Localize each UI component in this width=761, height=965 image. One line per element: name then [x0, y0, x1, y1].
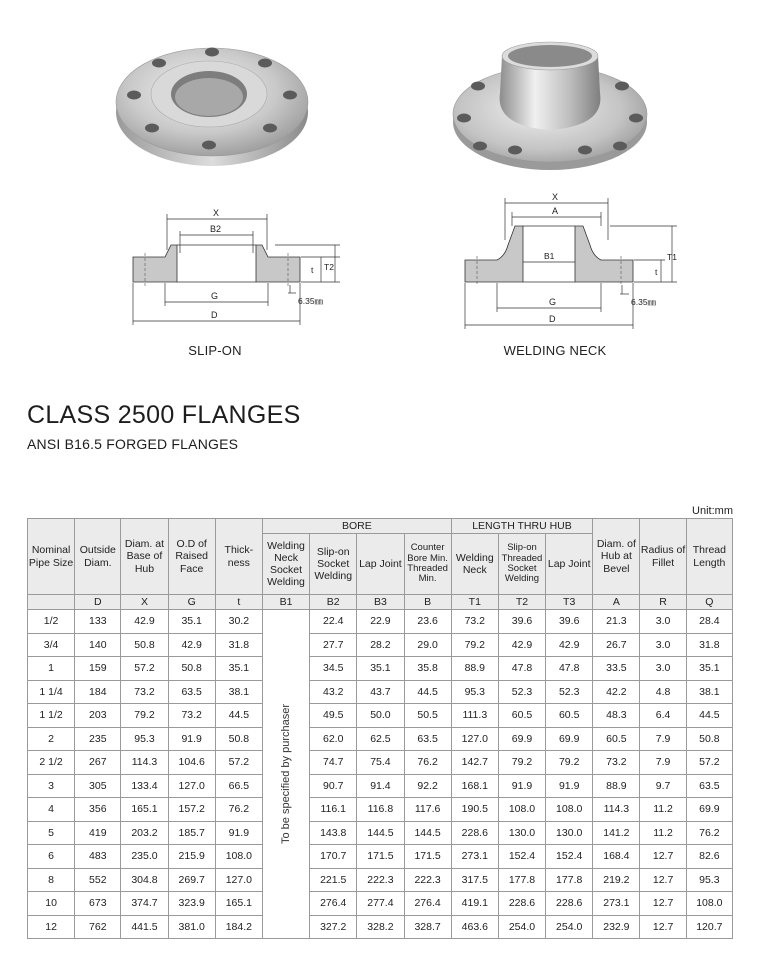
- table-cell: 127.0: [451, 727, 498, 751]
- row-pipe-size: 2: [28, 727, 75, 751]
- table-cell: 9.7: [640, 774, 686, 798]
- table-cell: 184: [75, 680, 121, 704]
- header-group-length: LENGTH THRU HUB: [451, 519, 593, 534]
- table-row: [28, 727, 733, 751]
- table-cell: 673: [75, 892, 121, 916]
- table-cell: 69.9: [546, 727, 593, 751]
- table-cell: 184.2: [215, 915, 262, 939]
- table-cell: 42.9: [121, 610, 168, 634]
- symbol-cell: t: [215, 595, 262, 610]
- table-cell: 254.0: [546, 915, 593, 939]
- table-cell: 7.9: [640, 751, 686, 775]
- table-cell: 69.9: [686, 798, 732, 822]
- table-cell: 108.0: [686, 892, 732, 916]
- table-cell: 42.9: [546, 633, 593, 657]
- table-cell: 117.6: [404, 798, 451, 822]
- table-row: [28, 868, 733, 892]
- table-cell: 95.3: [686, 868, 732, 892]
- table-cell: 76.2: [404, 751, 451, 775]
- table-cell: 30.2: [215, 610, 262, 634]
- row-pipe-size: 1/2: [28, 610, 75, 634]
- table-cell: 76.2: [215, 798, 262, 822]
- table-cell: 171.5: [357, 845, 404, 869]
- table-cell: 273.1: [451, 845, 498, 869]
- table-cell: 39.6: [498, 610, 545, 634]
- header-nps: Nominal Pipe Size: [28, 519, 75, 595]
- table-cell: 11.2: [640, 798, 686, 822]
- table-cell: 50.5: [404, 704, 451, 728]
- header-hub-base: Diam. at Base of Hub: [121, 519, 168, 595]
- table-cell: 381.0: [168, 915, 215, 939]
- table-cell: 44.5: [404, 680, 451, 704]
- header-group-bore: BORE: [262, 519, 451, 534]
- row-pipe-size: 10: [28, 892, 75, 916]
- table-cell: 62.5: [357, 727, 404, 751]
- symbol-cell: A: [593, 595, 640, 610]
- table-cell: 39.6: [546, 610, 593, 634]
- table-cell: 120.7: [686, 915, 732, 939]
- table-cell: 63.5: [686, 774, 732, 798]
- table-cell: 235.0: [121, 845, 168, 869]
- table-cell: 47.8: [498, 657, 545, 681]
- table-cell: 232.9: [593, 915, 640, 939]
- table-cell: 168.1: [451, 774, 498, 798]
- table-row: [28, 845, 733, 869]
- table-cell: 108.0: [498, 798, 545, 822]
- table-cell: 552: [75, 868, 121, 892]
- table-cell: 127.0: [168, 774, 215, 798]
- header-t2: Slip-on Threaded Socket Welding: [498, 534, 545, 595]
- table-cell: 91.9: [546, 774, 593, 798]
- header-b2: Slip-on Socket Welding: [310, 534, 357, 595]
- symbol-cell: R: [640, 595, 686, 610]
- table-cell: 235: [75, 727, 121, 751]
- table-cell: 88.9: [593, 774, 640, 798]
- symbol-cell: D: [75, 595, 121, 610]
- table-cell: 34.5: [310, 657, 357, 681]
- table-cell: 74.7: [310, 751, 357, 775]
- table-row: [28, 657, 733, 681]
- row-pipe-size: 3/4: [28, 633, 75, 657]
- b1-note: To be specified by purchaser: [280, 703, 293, 845]
- table-cell: 47.8: [546, 657, 593, 681]
- table-cell: 57.2: [121, 657, 168, 681]
- table-cell: 304.8: [121, 868, 168, 892]
- slip-on-raised-face-label: 6.35㎜: [298, 296, 324, 306]
- table-cell: 228.6: [451, 821, 498, 845]
- table-cell: 79.2: [498, 751, 545, 775]
- table-cell: 35.8: [404, 657, 451, 681]
- table-cell: 29.0: [404, 633, 451, 657]
- table-cell: 276.4: [310, 892, 357, 916]
- welding-neck-g-label: G: [549, 297, 557, 307]
- table-cell: 3.0: [640, 633, 686, 657]
- table-cell: 203.2: [121, 821, 168, 845]
- table-cell: 82.6: [686, 845, 732, 869]
- symbol-cell: B3: [357, 595, 404, 610]
- table-cell: 114.3: [593, 798, 640, 822]
- table-cell: 73.2: [121, 680, 168, 704]
- row-pipe-size: 1 1/4: [28, 680, 75, 704]
- table-cell: 269.7: [168, 868, 215, 892]
- table-cell: 35.1: [686, 657, 732, 681]
- table-cell: 11.2: [640, 821, 686, 845]
- symbol-cell: B: [404, 595, 451, 610]
- welding-neck-t-label: t: [655, 267, 658, 277]
- table-cell: 66.5: [215, 774, 262, 798]
- header-thread-length: Thread Length: [686, 519, 732, 595]
- row-pipe-size: 6: [28, 845, 75, 869]
- table-cell: 43.2: [310, 680, 357, 704]
- table-cell: 43.7: [357, 680, 404, 704]
- table-cell: 7.9: [640, 727, 686, 751]
- table-row: [28, 915, 733, 939]
- table-cell: 28.2: [357, 633, 404, 657]
- table-cell: 57.2: [686, 751, 732, 775]
- table-cell: 116.1: [310, 798, 357, 822]
- welding-neck-caption: WELDING NECK: [503, 343, 607, 358]
- table-cell: 273.1: [593, 892, 640, 916]
- table-cell: 190.5: [451, 798, 498, 822]
- symbol-cell-blank: [28, 595, 75, 610]
- table-cell: 165.1: [121, 798, 168, 822]
- table-cell: 49.5: [310, 704, 357, 728]
- header-hub-bevel: Diam. of Hub at Bevel: [593, 519, 640, 595]
- table-cell: 88.9: [451, 657, 498, 681]
- slip-on-b2-label: B2: [210, 224, 222, 234]
- table-cell: 44.5: [686, 704, 732, 728]
- unit-label: Unit:mm: [692, 505, 733, 517]
- table-cell: 133.4: [121, 774, 168, 798]
- row-pipe-size: 3: [28, 774, 75, 798]
- table-cell: 116.8: [357, 798, 404, 822]
- table-cell: 75.4: [357, 751, 404, 775]
- welding-neck-x-label: X: [552, 192, 559, 202]
- row-pipe-size: 5: [28, 821, 75, 845]
- table-cell: 3.0: [640, 657, 686, 681]
- table-row: [28, 798, 733, 822]
- table-cell: 219.2: [593, 868, 640, 892]
- slip-on-flange-image: [112, 40, 312, 170]
- table-cell: 222.3: [357, 868, 404, 892]
- table-cell: 50.8: [686, 727, 732, 751]
- table-cell: 114.3: [121, 751, 168, 775]
- table-cell: 762: [75, 915, 121, 939]
- header-t1: Welding Neck: [451, 534, 498, 595]
- table-cell: 374.7: [121, 892, 168, 916]
- table-cell: 50.8: [168, 657, 215, 681]
- table-cell: 60.5: [593, 727, 640, 751]
- table-cell: 52.3: [546, 680, 593, 704]
- table-row: [28, 751, 733, 775]
- table-cell: 165.1: [215, 892, 262, 916]
- welding-neck-dimension-drawing: [455, 190, 680, 335]
- table-cell: 73.2: [168, 704, 215, 728]
- page-title: CLASS 2500 FLANGES: [27, 401, 301, 429]
- table-cell: 305: [75, 774, 121, 798]
- table-cell: 48.3: [593, 704, 640, 728]
- table-cell: 92.2: [404, 774, 451, 798]
- row-pipe-size: 1: [28, 657, 75, 681]
- page-subtitle: ANSI B16.5 FORGED FLANGES: [27, 436, 239, 452]
- table-cell: 27.7: [310, 633, 357, 657]
- table-cell: 133: [75, 610, 121, 634]
- b1-note-cell: [262, 610, 309, 939]
- table-cell: 42.2: [593, 680, 640, 704]
- slip-on-d-label: D: [211, 310, 218, 320]
- table-cell: 38.1: [686, 680, 732, 704]
- table-cell: 157.2: [168, 798, 215, 822]
- table-cell: 441.5: [121, 915, 168, 939]
- table-cell: 50.8: [215, 727, 262, 751]
- table-cell: 130.0: [498, 821, 545, 845]
- table-cell: 215.9: [168, 845, 215, 869]
- table-cell: 142.7: [451, 751, 498, 775]
- slip-on-t2-label: T2: [324, 262, 334, 272]
- table-cell: 91.9: [168, 727, 215, 751]
- table-cell: 127.0: [215, 868, 262, 892]
- row-pipe-size: 1 1/2: [28, 704, 75, 728]
- table-cell: 50.0: [357, 704, 404, 728]
- table-cell: 90.7: [310, 774, 357, 798]
- table-cell: 6.4: [640, 704, 686, 728]
- table-cell: 79.2: [121, 704, 168, 728]
- table-row: [28, 704, 733, 728]
- table-cell: 35.1: [215, 657, 262, 681]
- table-cell: 76.2: [686, 821, 732, 845]
- table-cell: 177.8: [546, 868, 593, 892]
- table-cell: 12.7: [640, 868, 686, 892]
- table-cell: 91.9: [215, 821, 262, 845]
- table-cell: 170.7: [310, 845, 357, 869]
- table-cell: 277.4: [357, 892, 404, 916]
- table-row: [28, 610, 733, 634]
- slip-on-t-label: t: [311, 265, 314, 275]
- header-b: Counter Bore Min. Threaded Min.: [404, 534, 451, 595]
- table-cell: 152.4: [498, 845, 545, 869]
- table-cell: 42.9: [168, 633, 215, 657]
- table-cell: 317.5: [451, 868, 498, 892]
- table-cell: 79.2: [451, 633, 498, 657]
- table-row: [28, 892, 733, 916]
- table-cell: 62.0: [310, 727, 357, 751]
- symbol-cell: B2: [310, 595, 357, 610]
- table-cell: 221.5: [310, 868, 357, 892]
- header-b1: Welding Neck Socket Welding: [262, 534, 309, 595]
- table-cell: 91.4: [357, 774, 404, 798]
- table-cell: 159: [75, 657, 121, 681]
- table-cell: 152.4: [546, 845, 593, 869]
- table-cell: 33.5: [593, 657, 640, 681]
- table-cell: 327.2: [310, 915, 357, 939]
- header-t3: Lap Joint: [546, 534, 593, 595]
- table-cell: 44.5: [215, 704, 262, 728]
- table-row: [28, 821, 733, 845]
- table-cell: 4.8: [640, 680, 686, 704]
- slip-on-caption: SLIP-ON: [188, 343, 242, 358]
- table-cell: 228.6: [546, 892, 593, 916]
- table-cell: 419.1: [451, 892, 498, 916]
- header-raised-face: O.D of Raised Face: [168, 519, 215, 595]
- table-cell: 28.4: [686, 610, 732, 634]
- table-cell: 42.9: [498, 633, 545, 657]
- symbol-cell: T1: [451, 595, 498, 610]
- header-radius-fillet: Radius of Fillet: [640, 519, 686, 595]
- symbol-cell: X: [121, 595, 168, 610]
- table-cell: 63.5: [404, 727, 451, 751]
- table-cell: 222.3: [404, 868, 451, 892]
- table-cell: 12.7: [640, 892, 686, 916]
- table-cell: 104.6: [168, 751, 215, 775]
- slip-on-x-label: X: [213, 208, 220, 218]
- table-cell: 144.5: [404, 821, 451, 845]
- table-row: [28, 680, 733, 704]
- table-cell: 26.7: [593, 633, 640, 657]
- table-cell: 95.3: [451, 680, 498, 704]
- table-cell: 50.8: [121, 633, 168, 657]
- table-cell: 356: [75, 798, 121, 822]
- symbol-cell: G: [168, 595, 215, 610]
- table-cell: 228.6: [498, 892, 545, 916]
- table-cell: 38.1: [215, 680, 262, 704]
- table-cell: 35.1: [357, 657, 404, 681]
- table-cell: 130.0: [546, 821, 593, 845]
- table-cell: 52.3: [498, 680, 545, 704]
- table-cell: 91.9: [498, 774, 545, 798]
- welding-neck-d-label: D: [549, 314, 556, 324]
- table-cell: 276.4: [404, 892, 451, 916]
- table-cell: 328.7: [404, 915, 451, 939]
- table-cell: 323.9: [168, 892, 215, 916]
- table-cell: 203: [75, 704, 121, 728]
- table-cell: 22.4: [310, 610, 357, 634]
- row-pipe-size: 2 1/2: [28, 751, 75, 775]
- row-pipe-size: 12: [28, 915, 75, 939]
- table-cell: 143.8: [310, 821, 357, 845]
- table-cell: 140: [75, 633, 121, 657]
- table-cell: 483: [75, 845, 121, 869]
- table-cell: 108.0: [546, 798, 593, 822]
- table-cell: 31.8: [686, 633, 732, 657]
- row-pipe-size: 4: [28, 798, 75, 822]
- table-cell: 73.2: [451, 610, 498, 634]
- flange-dimensions-table: [27, 518, 733, 939]
- table-cell: 57.2: [215, 751, 262, 775]
- table-cell: 177.8: [498, 868, 545, 892]
- table-cell: 144.5: [357, 821, 404, 845]
- symbol-cell: B1: [262, 595, 309, 610]
- table-cell: 254.0: [498, 915, 545, 939]
- slip-on-g-label: G: [211, 291, 219, 301]
- table-cell: 22.9: [357, 610, 404, 634]
- table-cell: 463.6: [451, 915, 498, 939]
- table-cell: 60.5: [546, 704, 593, 728]
- table-cell: 267: [75, 751, 121, 775]
- table-cell: 185.7: [168, 821, 215, 845]
- table-cell: 63.5: [168, 680, 215, 704]
- welding-neck-t1-label: T1: [667, 252, 677, 262]
- table-cell: 3.0: [640, 610, 686, 634]
- welding-neck-raised-face-label: 6.35㎜: [631, 297, 657, 307]
- table-row: [28, 774, 733, 798]
- table-cell: 31.8: [215, 633, 262, 657]
- header-thickness: Thick-ness: [215, 519, 262, 595]
- table-cell: 69.9: [498, 727, 545, 751]
- table-cell: 95.3: [121, 727, 168, 751]
- table-cell: 171.5: [404, 845, 451, 869]
- table-cell: 141.2: [593, 821, 640, 845]
- welding-neck-flange-image: [450, 38, 650, 173]
- header-outside-diam: Outside Diam.: [75, 519, 121, 595]
- table-cell: 108.0: [215, 845, 262, 869]
- symbol-cell: T3: [546, 595, 593, 610]
- table-cell: 60.5: [498, 704, 545, 728]
- table-cell: 419: [75, 821, 121, 845]
- table-cell: 12.7: [640, 915, 686, 939]
- row-pipe-size: 8: [28, 868, 75, 892]
- table-cell: 168.4: [593, 845, 640, 869]
- table-cell: 35.1: [168, 610, 215, 634]
- table-cell: 12.7: [640, 845, 686, 869]
- header-b3: Lap Joint: [357, 534, 404, 595]
- table-row: [28, 633, 733, 657]
- table-cell: 23.6: [404, 610, 451, 634]
- welding-neck-b1-label: B1: [544, 251, 555, 261]
- table-cell: 111.3: [451, 704, 498, 728]
- table-cell: 21.3: [593, 610, 640, 634]
- table-cell: 73.2: [593, 751, 640, 775]
- symbol-cell: T2: [498, 595, 545, 610]
- slip-on-dimension-drawing: [125, 205, 340, 330]
- symbol-cell: Q: [686, 595, 732, 610]
- table-cell: 328.2: [357, 915, 404, 939]
- welding-neck-a-label: A: [552, 206, 559, 216]
- table-cell: 79.2: [546, 751, 593, 775]
